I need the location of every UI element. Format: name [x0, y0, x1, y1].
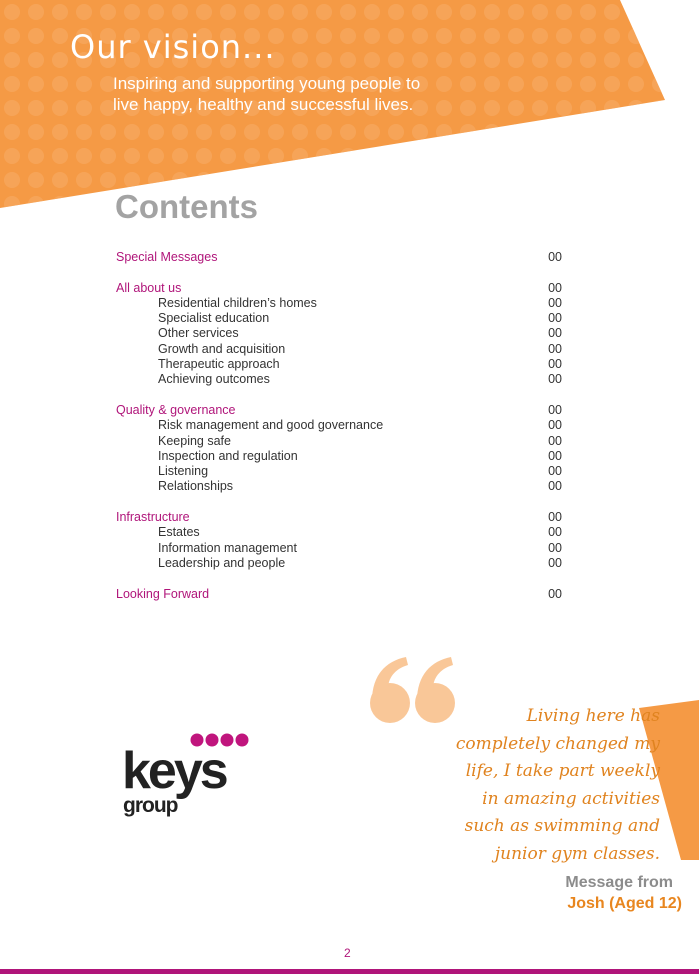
toc-item-label: Listening: [158, 464, 209, 479]
toc-item-label: Estates: [158, 525, 200, 540]
toc-page-number: 00: [548, 479, 562, 494]
toc-page-number: 00: [548, 540, 562, 555]
vision-line-2: live happy, healthy and successful lives.: [113, 95, 414, 114]
toc-page-number: 00: [548, 510, 562, 525]
toc-page-number: 00: [548, 525, 562, 540]
table-of-contents: [116, 250, 562, 602]
vision-statement: [113, 73, 513, 115]
toc-gap: [116, 571, 562, 586]
toc-section-row[interactable]: [116, 587, 562, 602]
toc-item-label: Residential children’s homes: [158, 295, 317, 310]
toc-page-number: 00: [548, 402, 562, 417]
quote-line: such as swimming and: [464, 816, 660, 836]
toc-section-label: All about us: [116, 280, 182, 295]
logo-dot: [236, 734, 249, 747]
toc-page-number: 00: [548, 418, 562, 433]
toc-page-number: 00: [548, 341, 562, 356]
toc-page-number: 00: [548, 372, 562, 387]
quote-line: Living here has: [526, 706, 660, 726]
toc-page-number: 00: [548, 326, 562, 341]
page-number: 2: [344, 946, 351, 960]
toc-page-number: 00: [548, 433, 562, 448]
toc-section-label: Special Messages: [116, 250, 218, 264]
toc-item-row[interactable]: [116, 479, 562, 494]
toc-section-label: Quality & governance: [116, 402, 236, 417]
toc-page-number: 00: [548, 311, 562, 326]
toc-item-row[interactable]: [116, 418, 562, 433]
toc-section-row[interactable]: [116, 250, 562, 265]
toc-page-number: 00: [548, 586, 562, 601]
toc-item-row[interactable]: [116, 311, 562, 326]
quote-line: junior gym classes.: [494, 843, 660, 864]
toc-item-label: Other services: [158, 326, 239, 341]
quote-line: completely changed my: [455, 733, 660, 754]
toc-item-label: Achieving outcomes: [158, 372, 270, 387]
toc-item-row[interactable]: [116, 326, 562, 341]
toc-gap: [116, 495, 562, 510]
quote-text: [380, 703, 660, 868]
toc-item-label: Inspection and regulation: [158, 448, 298, 463]
toc-item-row[interactable]: [116, 449, 562, 464]
toc-item-row[interactable]: [116, 357, 562, 372]
toc-item-row[interactable]: [116, 541, 562, 556]
toc-page-number: 00: [548, 448, 562, 463]
toc-item-row[interactable]: [116, 372, 562, 387]
quote-line: life, I take part weekly: [465, 761, 660, 781]
toc-item-label: Relationships: [158, 479, 234, 494]
toc-item-row[interactable]: [116, 434, 562, 449]
bottom-bar: [0, 969, 699, 974]
vision-title: Our vision...: [70, 28, 276, 66]
toc-item-label: Risk management and good governance: [158, 418, 384, 433]
toc-item-label: Specialist education: [158, 311, 270, 326]
toc-page-number: 00: [548, 357, 562, 372]
toc-item-label: Leadership and people: [158, 555, 286, 570]
toc-gap: [116, 388, 562, 403]
toc-gap: [116, 265, 562, 280]
toc-section-row[interactable]: [116, 281, 562, 296]
toc-item-label: Therapeutic approach: [158, 357, 280, 372]
message-from-label: Message from: [565, 874, 673, 891]
toc-item-row[interactable]: [116, 342, 562, 357]
quote-author: Josh (Aged 12): [567, 895, 682, 912]
logo-word-sub: group: [123, 794, 178, 817]
vision-line-1: Inspiring and supporting young people to: [113, 74, 421, 93]
toc-page-number: 00: [548, 250, 562, 264]
toc-item-row[interactable]: [116, 464, 562, 479]
toc-item-row[interactable]: [116, 296, 562, 311]
toc-page-number: 00: [548, 555, 562, 570]
toc-section-label: Infrastructure: [116, 510, 190, 525]
toc-section-row[interactable]: [116, 510, 562, 525]
toc-item-row[interactable]: [116, 525, 562, 540]
quote-line: in amazing activities: [482, 788, 660, 809]
toc-item-label: Information management: [158, 540, 297, 555]
toc-item-row[interactable]: [116, 556, 562, 571]
toc-page-number: 00: [548, 295, 562, 310]
toc-item-label: Keeping safe: [158, 433, 231, 448]
toc-page-number: 00: [548, 464, 562, 479]
toc-section-row[interactable]: [116, 403, 562, 418]
toc-page-number: 00: [548, 280, 562, 295]
logo-word-main: keys: [122, 742, 226, 800]
toc-section-label: Looking Forward: [116, 586, 210, 601]
contents-title: Contents: [115, 188, 258, 225]
toc-item-label: Growth and acquisition: [158, 341, 286, 356]
keys-group-logo: [120, 728, 255, 828]
